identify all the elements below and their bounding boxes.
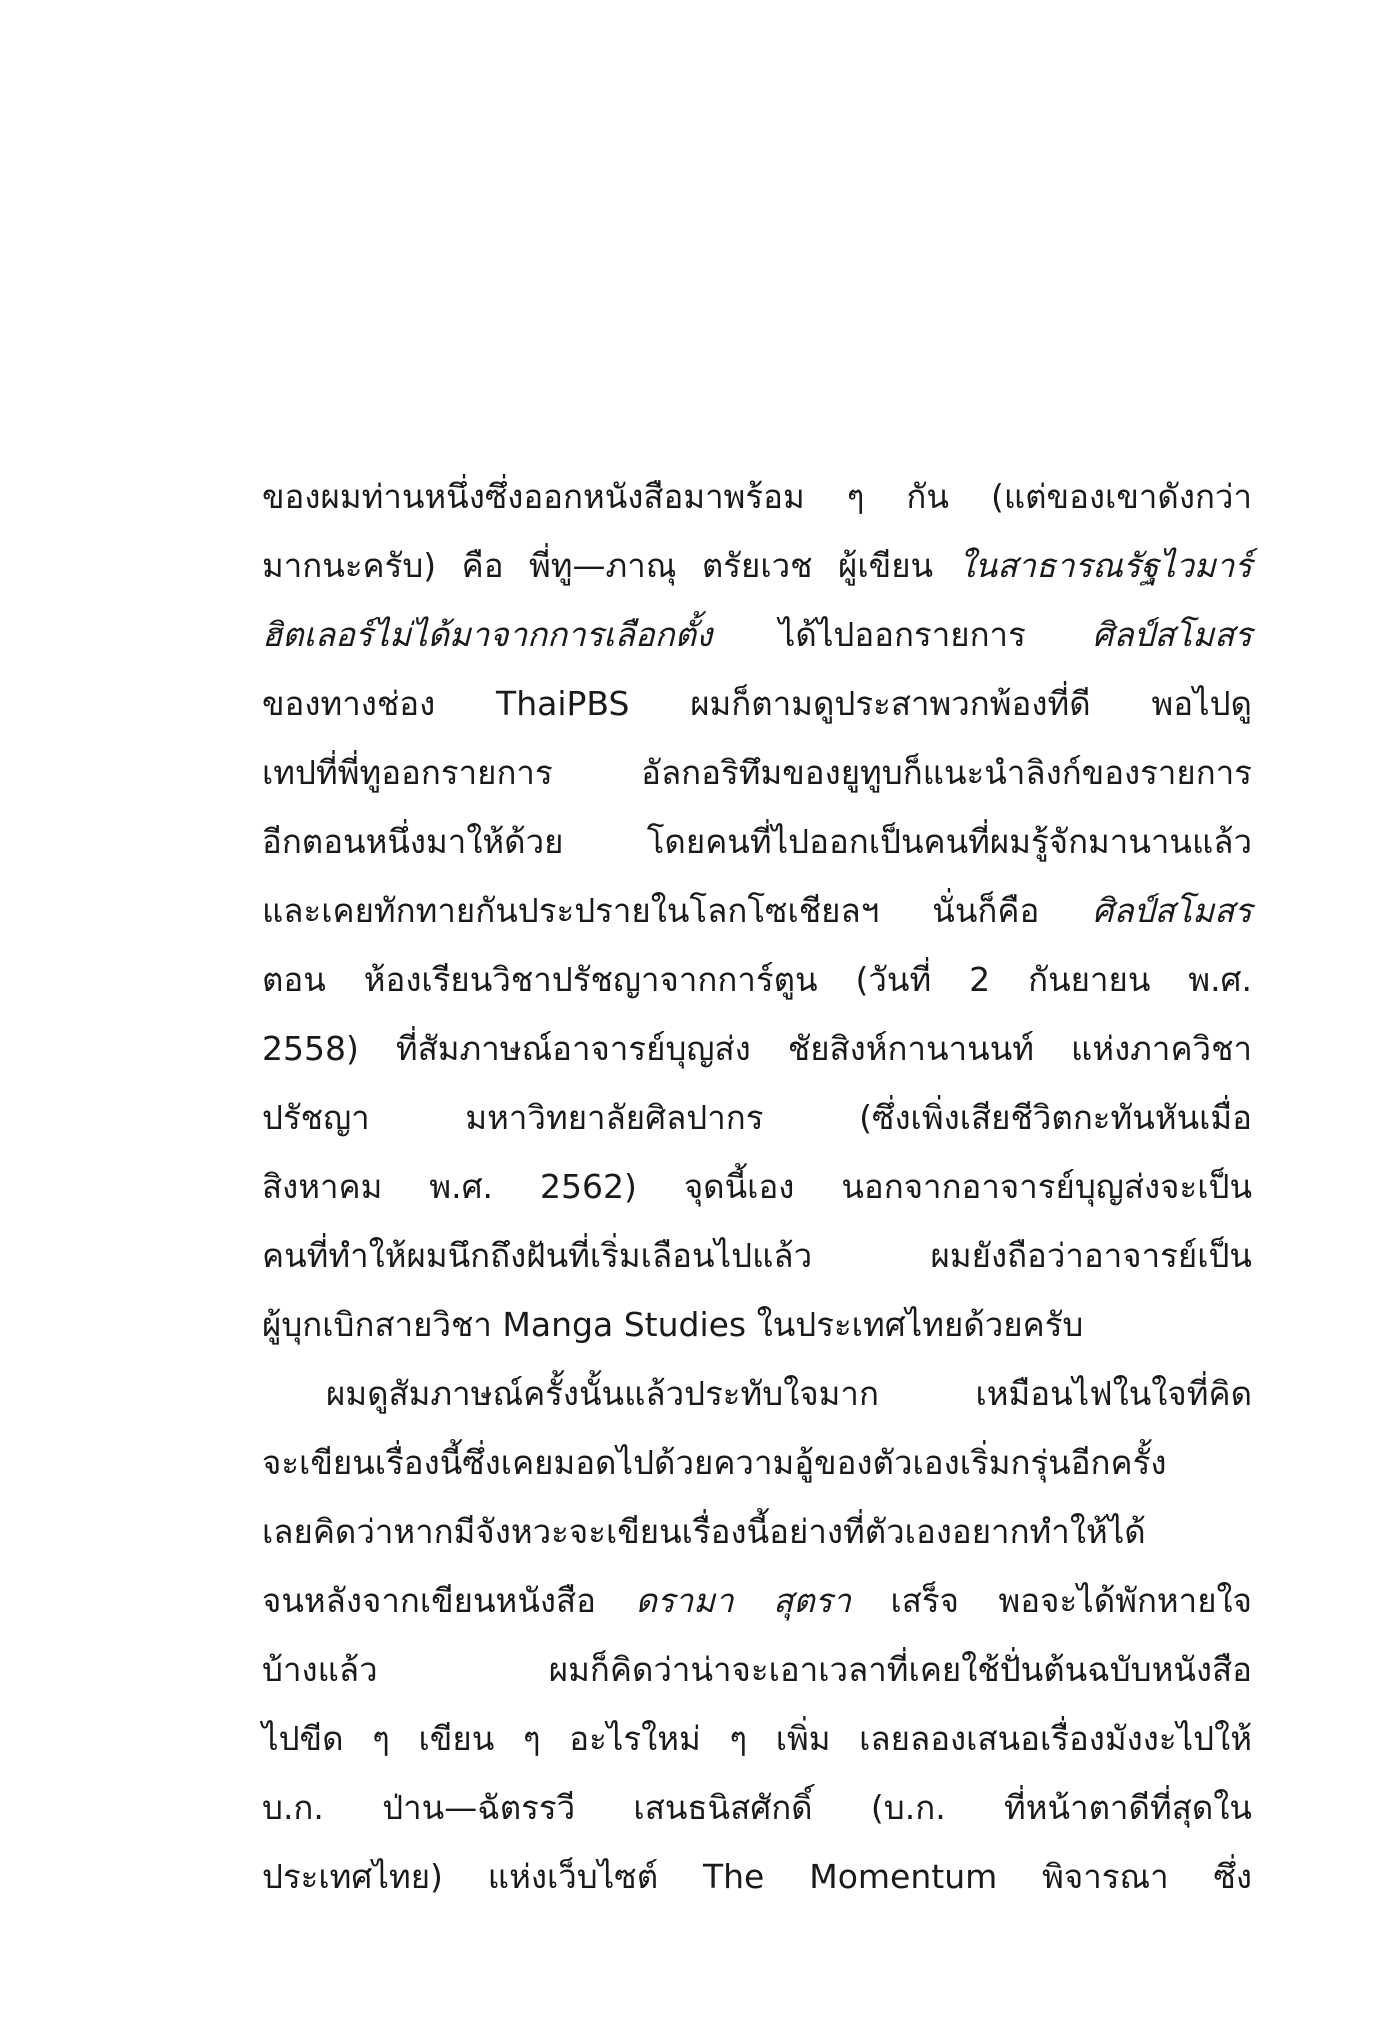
- book-title-italic: ดรามา สุตรา: [635, 1581, 851, 1620]
- text-line: 2558) ที่สัมภาษณ์อาจารย์บุญส่ง ชัยสิงห์กานานนท์ แห่งภาควิชา: [262, 1029, 1252, 1068]
- body-text: [262, 462, 1252, 1911]
- text-line: สิงหาคม พ.ศ. 2562) จุดนี้เอง นอกจากอาจารย์บุญส่งจะเป็น: [262, 1167, 1252, 1206]
- text-line: ของทางช่อง ThaiPBS ผมก็ตามดูประสาพวกพ้องที่ดี พอไปดู: [262, 684, 1252, 723]
- text-run: เสร็จ พอจะได้พักหายใจ: [850, 1581, 1252, 1620]
- text-line: อีกตอนหนึ่งมาให้ด้วย โดยคนที่ไปออกเป็นคนที่ผมรู้จักมานานแล้ว: [262, 822, 1252, 861]
- paragraph-2: [262, 1359, 1252, 1911]
- text-line: บ.ก. ป่าน—ฉัตรรวี เสนธนิสศักดิ์ (บ.ก. ที่หน้าตาดีที่สุดใน: [262, 1788, 1252, 1827]
- text-run: มากนะครับ) คือ พี่ทู—ภาณุ ตรัยเวช ผู้เขียน: [262, 546, 959, 585]
- text-line: ผู้บุกเบิกสายวิชา Manga Studies ในประเทศไทยด้วยครับ: [262, 1305, 1084, 1344]
- paragraph-1: [262, 462, 1252, 1359]
- program-title-italic: ศิลป์สโมสร: [1092, 615, 1252, 654]
- text-line: บ้างแล้ว ผมก็คิดว่าน่าจะเอาเวลาที่เคยใช้ปั่นต้นฉบับหนังสือ: [262, 1650, 1252, 1689]
- text-line: [262, 600, 1252, 669]
- text-line: [262, 876, 1252, 945]
- text-line: เทปที่พี่ทูออกรายการ อัลกอริทึมของยูทูบก็แนะนำลิงก์ของรายการ: [262, 753, 1252, 792]
- book-title-italic: ฮิตเลอร์ไม่ได้มาจากการเลือกตั้ง: [262, 615, 713, 654]
- text-line: ปรัชญา มหาวิทยาลัยศิลปากร (ซึ่งเพิ่งเสียชีวิตกะทันหันเมื่อ: [262, 1098, 1252, 1137]
- text-run: และเคยทักทายกันประปรายในโลกโซเชียลฯ นั่นก็คือ: [262, 891, 1093, 930]
- text-line: เลยคิดว่าหากมีจังหวะจะเขียนเรื่องนี้อย่างที่ตัวเองอยากทำให้ได้: [262, 1512, 1146, 1551]
- text-line: ไปขีด ๆ เขียน ๆ อะไรใหม่ ๆ เพิ่ม เลยลองเสนอเรื่องมังงะไปให้: [262, 1719, 1252, 1758]
- book-title-italic: ในสาธารณรัฐไวมาร์: [958, 546, 1252, 585]
- text-run: จนหลังจากเขียนหนังสือ: [262, 1581, 636, 1620]
- text-line: [262, 1566, 1252, 1635]
- text-line: [262, 531, 1252, 600]
- text-line: ของผมท่านหนึ่งซึ่งออกหนังสือมาพร้อม ๆ กัน (แต่ของเขาดังกว่า: [262, 477, 1252, 516]
- text-line: ผมดูสัมภาษณ์ครั้งนั้นแล้วประทับใจมาก เหมือนไฟในใจที่คิด: [326, 1374, 1252, 1413]
- text-line: ตอน ห้องเรียนวิชาปรัชญาจากการ์ตูน (วันที่ 2 กันยายน พ.ศ.: [262, 960, 1252, 999]
- text-line: คนที่ทำให้ผมนึกถึงฝันที่เริ่มเลือนไปแล้ว ผมยังถือว่าอาจารย์เป็น: [262, 1236, 1252, 1275]
- text-run: ได้ไปออกรายการ: [712, 615, 1093, 654]
- text-line: ประเทศไทย) แห่งเว็บไซต์ The Momentum พิจารณา ซึ่ง: [262, 1857, 1252, 1896]
- text-line: จะเขียนเรื่องนี้ซึ่งเคยมอดไปด้วยความอู้ของตัวเองเริ่มกรุ่นอีกครั้ง: [262, 1443, 1167, 1482]
- program-title-italic: ศิลป์สโมสร: [1092, 891, 1252, 930]
